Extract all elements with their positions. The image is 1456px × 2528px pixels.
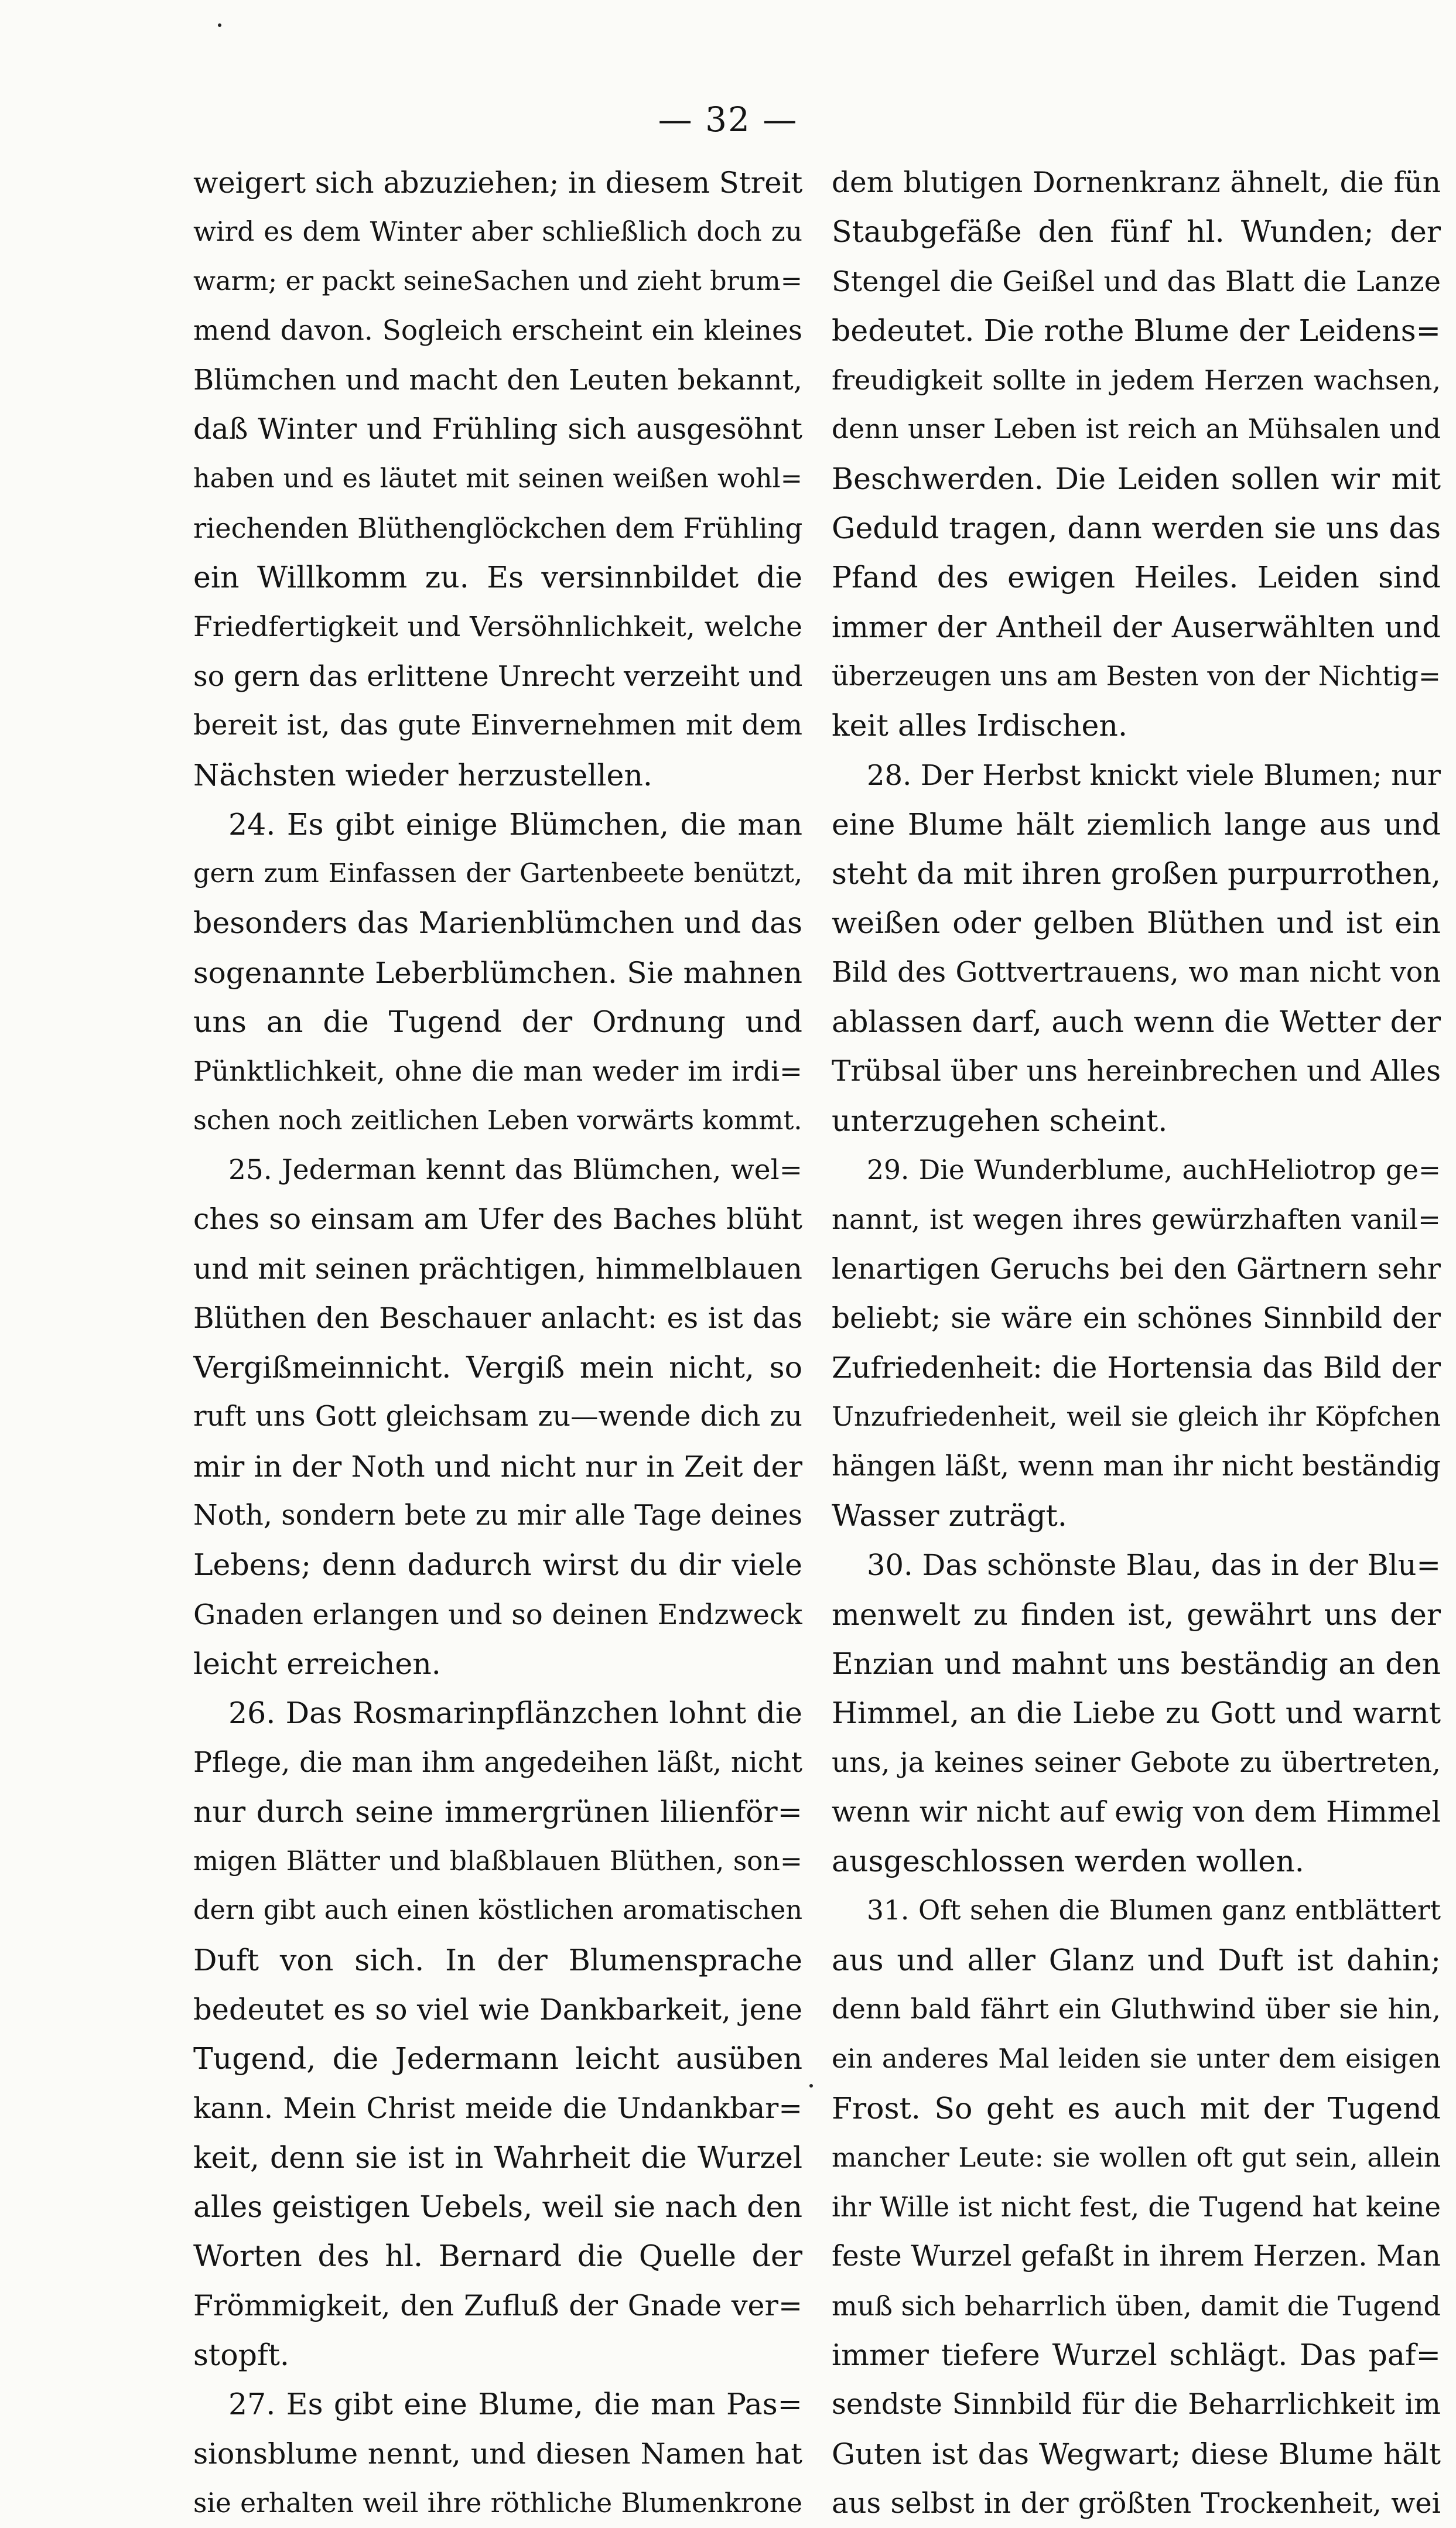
text-line: keit alles Irdischen. (832, 708, 1127, 743)
text-line: bedeutet es so viel wie Dankbarkeit, jene (193, 1992, 802, 2027)
text-line: Guten ist das Wegwart; diese Blume hält (832, 2437, 1441, 2471)
text-line: Lebens; denn dadurch wirst du dir viele (193, 1547, 802, 1583)
print-speck (218, 23, 221, 27)
text-line: uns an die Tugend der Ordnung und (193, 1005, 802, 1040)
text-line: Trübsal über uns hereinbrechen und Alles (832, 1055, 1441, 1088)
text-line: Duft von sich. In der Blumensprache (193, 1942, 802, 1977)
text-line: Pfand des ewigen Heiles. Leiden sind (832, 560, 1441, 595)
text-line: dem blutigen Dornenkranz ähnelt, die fün (832, 166, 1441, 199)
text-line: aus selbst in der größten Trockenheit, wei (832, 2486, 1441, 2520)
text-line: und mit seinen prächtigen, himmelblauen (193, 1252, 802, 1286)
text-line: beliebt; sie wäre ein schönes Sinnbild der (832, 1301, 1441, 1335)
text-line: bereit ist, das gute Einvernehmen mit dem (193, 709, 802, 742)
text-line: uns, ja keines seiner Gebote zu übertreten, (832, 1746, 1441, 1779)
text-line: weigert sich abzuziehen; in diesem Streit (193, 166, 802, 200)
text-line: daß Winter und Frühling sich ausgesöhnt (193, 412, 802, 446)
text-line: Blüthen den Beschauer anlacht: es ist das (193, 1301, 802, 1335)
text-line: ausgeschlossen werden wollen. (832, 1844, 1304, 1879)
text-line: gern zum Einfassen der Gartenbeete benützt, (193, 859, 802, 889)
text-line: kann. Mein Christ meide die Undankbar= (193, 2092, 802, 2125)
text-line: Gnaden erlangen und so deinen Endzweck (193, 1598, 802, 1631)
text-line: Enzian und mahnt uns beständig an den (832, 1646, 1441, 1681)
text-line: Worten des hl. Bernard die Quelle der (193, 2239, 802, 2274)
text-line: 29. Die Wunderblume, auchHeliotrop ge= (867, 1154, 1441, 1186)
text-line: 26. Das Rosmarinpflänzchen lohnt die (228, 1696, 802, 1731)
text-line: lenartigen Geruchs bei den Gärtnern sehr (832, 1252, 1441, 1286)
text-line: ablassen darf, auch wenn die Wetter der (832, 1005, 1441, 1040)
right-column (832, 158, 1441, 2528)
text-line: mend davon. Sogleich erscheint ein kleines (193, 314, 802, 347)
text-line: Himmel, an die Liebe zu Gott und warnt (832, 1696, 1441, 1731)
text-line: besonders das Marienblümchen und das (193, 906, 802, 941)
text-line: mir in der Noth und nicht nur in Zeit der (193, 1449, 802, 1484)
left-column (193, 158, 802, 2528)
text-line: migen Blätter und blaßblauen Blüthen, son= (193, 1846, 802, 1877)
text-line: 31. Oft sehen die Blumen ganz entblättert (867, 1895, 1441, 1926)
text-line: unterzugehen scheint. (832, 1103, 1168, 1138)
text-line: Frost. So geht es auch mit der Tugend (832, 2090, 1441, 2126)
text-line: wenn wir nicht auf ewig von dem Himmel (832, 1795, 1441, 1829)
text-line: keit, denn sie ist in Wahrheit die Wurzel (193, 2140, 802, 2175)
text-line: immer der Antheil der Auserwählten und (832, 610, 1441, 644)
text-line: Blümchen und macht den Leuten bekannt, (193, 364, 802, 397)
text-line: leicht erreichen. (193, 1646, 441, 1681)
text-line: 24. Es gibt einige Blümchen, die man (228, 807, 802, 842)
text-line: ches so einsam am Ufer des Baches blüht (193, 1202, 802, 1236)
text-line: steht da mit ihren großen purpurrothen, (832, 856, 1441, 891)
text-line: Geduld tragen, dann werden sie uns das (832, 511, 1441, 546)
text-line: Tugend, die Jedermann leicht ausüben (193, 2041, 802, 2076)
text-line: ein Willkomm zu. Es versinnbildet die (193, 560, 802, 595)
text-line: 27. Es gibt eine Blume, die man Pas= (228, 2387, 802, 2422)
text-line: menwelt zu finden ist, gewährt uns der (832, 1597, 1441, 1632)
text-line: Friedfertigkeit und Versöhnlichkeit, welche (193, 610, 802, 643)
text-line: eine Blume hält ziemlich lange aus und (832, 807, 1441, 842)
text-line: warm; er packt seineSachen und zieht brum= (193, 266, 802, 296)
text-line: immer tiefere Wurzel schlägt. Das paf= (832, 2338, 1441, 2373)
text-line: 25. Jederman kennt das Blümchen, wel= (228, 1153, 802, 1186)
text-line: 30. Das schönste Blau, das in der Blu= (867, 1548, 1441, 1583)
text-line: sionsblume nennt, und diesen Namen hat (193, 2437, 802, 2471)
text-line: nannt, ist wegen ihres gewürzhaften vanil= (832, 1204, 1441, 1236)
text-line: Pünktlichkeit, ohne die man weder im irdi= (193, 1055, 802, 1088)
text-line: Unzufriedenheit, weil sie gleich ihr Köpfchen (832, 1401, 1441, 1433)
text-line: aus und aller Glanz und Duft ist dahin; (832, 1942, 1441, 1977)
page-number: — 32 — (658, 100, 798, 139)
text-line: 28. Der Herbst knickt viele Blumen; nur (867, 759, 1441, 792)
text-line: ein anderes Mal leiden sie unter dem eisigen (832, 2043, 1441, 2075)
text-line: muß sich beharrlich üben, damit die Tugend (832, 2290, 1441, 2322)
text-line: sendste Sinnbild für die Beharrlichkeit im (832, 2388, 1441, 2421)
text-line: schen noch zeitlichen Leben vorwärts kommt. (193, 1105, 802, 1136)
text-line: so gern das erlittene Unrecht verzeiht und (193, 660, 802, 693)
text-line: Nächsten wieder herzustellen. (193, 757, 652, 792)
text-line: dern gibt auch einen köstlichen aromatischen (193, 1895, 802, 1926)
text-line: Bild des Gottvertrauens, wo man nicht von (832, 956, 1441, 989)
text-line: denn bald fährt ein Gluthwind über sie hin, (832, 1993, 1441, 2025)
text-line: stopft. (193, 2338, 289, 2373)
text-line: Noth, sondern bete zu mir alle Tage deines (193, 1499, 802, 1532)
text-line: Beschwerden. Die Leiden sollen wir mit (832, 461, 1441, 496)
text-line: alles geistigen Uebels, weil sie nach den (193, 2189, 802, 2225)
text-line: Vergißmeinnicht. Vergiß mein nicht, so (193, 1350, 802, 1385)
text-line: ruft uns Gott gleichsam zu—wende dich zu (193, 1400, 802, 1433)
text-line: freudigkeit sollte in jedem Herzen wachsen, (832, 364, 1441, 397)
text-line: Stengel die Geißel und das Blatt die Lanze (832, 265, 1441, 298)
text-line: Pflege, die man ihm angedeihen läßt, nicht (193, 1746, 802, 1779)
text-line: feste Wurzel gefaßt in ihrem Herzen. Man (832, 2240, 1441, 2273)
text-line: haben und es läutet mit seinen weißen wohl= (193, 463, 802, 494)
text-line: Zufriedenheit: die Hortensia das Bild der (832, 1351, 1441, 1385)
text-line: ihr Wille ist nicht fest, die Tugend hat keine (832, 2191, 1441, 2223)
print-speck (809, 2084, 813, 2088)
text-line: mancher Leute: sie wollen oft gut sein, allein (832, 2141, 1441, 2173)
text-line: denn unser Leben ist reich an Mühsalen und (832, 414, 1441, 445)
text-line: nur durch seine immergrünen lilienför= (193, 1794, 802, 1829)
text-line: Wasser zuträgt. (832, 1498, 1067, 1533)
text-line: sie erhalten weil ihre röthliche Blumenkrone (193, 2487, 802, 2519)
text-line: sogenannte Leberblümchen. Sie mahnen (193, 955, 802, 990)
text-line: bedeutet. Die rothe Blume der Leidens= (832, 313, 1441, 348)
text-line: wird es dem Winter aber schließlich doch zu (193, 216, 802, 248)
text-line: weißen oder gelben Blüthen und ist ein (832, 906, 1441, 941)
text-line: riechenden Blüthenglöckchen dem Frühling (193, 513, 802, 545)
text-line: Frömmigkeit, den Zufluß der Gnade ver= (193, 2288, 802, 2322)
text-line: Staubgefäße den fünf hl. Wunden; der (832, 214, 1441, 250)
text-line: hängen läßt, wenn man ihr nicht beständig (832, 1450, 1441, 1482)
text-line: überzeugen uns am Besten von der Nichtig= (832, 660, 1441, 692)
